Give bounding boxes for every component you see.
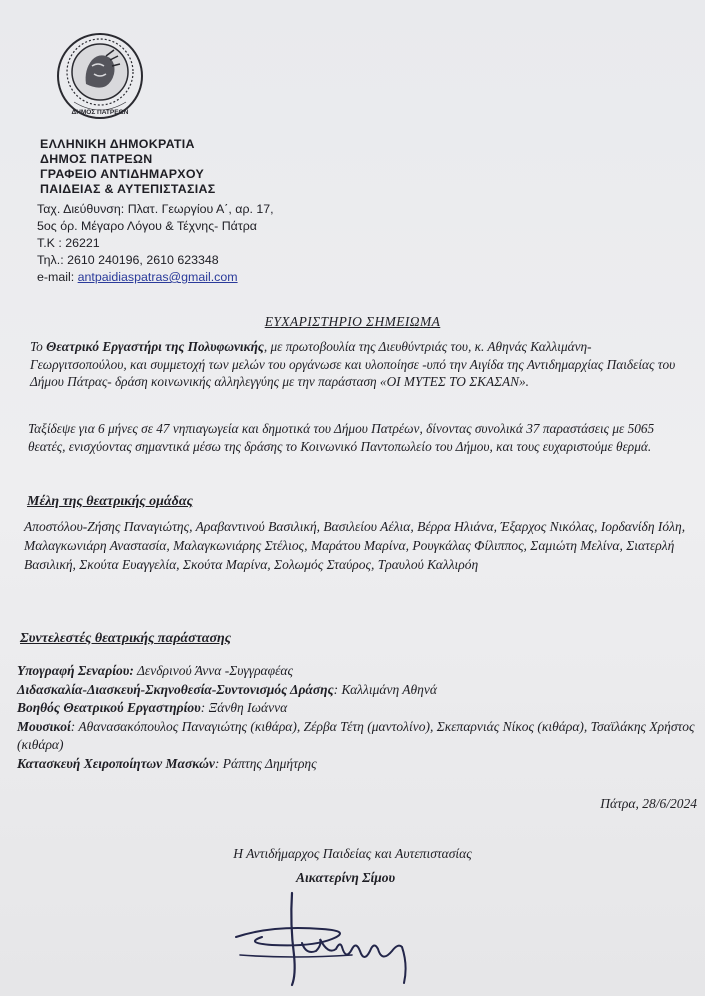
header-line-1: ΕΛΛΗΝΙΚΗ ΔΗΜΟΚΡΑΤΙΑ	[40, 137, 195, 151]
address-line-4: Τηλ.: 2610 240196, 2610 623348	[37, 253, 219, 267]
document-subject: ΕΥΧΑΡΙΣΤΗΡΙΟ ΣΗΜΕΙΩΜΑ	[264, 314, 441, 329]
email-link[interactable]: antpaidiaspatras@gmail.com	[77, 270, 238, 284]
handwritten-signature	[232, 885, 432, 990]
seal-logo	[56, 32, 144, 120]
credit-item	[17, 681, 697, 700]
credit-name: : Καλλιμάνη Αθηνά	[333, 681, 437, 697]
address-block	[37, 201, 274, 286]
address-line-3: Τ.Κ : 26221	[37, 236, 100, 250]
members-list: Αποστόλου-Ζήσης Παναγιώτης, Αραβαντινού Βασιλική, Βασιλείου Αέλια, Βέρρα Ηλιάνα, Έξαρχος Νικόλας, Ιορδανίδη Ιόλη, Μαλαγκωνιάρη Αναστασία, Μαλαγκωνιάρης Στέλιος, Μαράτου Μαρίνα, Ρουγκάλας Φίλιππος, Σαμιώτη Μελίνα, Σιατερλή Βασιλική, Σκούτα Ευαγγελία, Σκούτα Μαρίνα, Σολωμός Σταύρος, Τραυλού Καλλιρόη	[24, 519, 686, 573]
signatory-title: Η Αντιδήμαρχος Παιδείας και Αυτεπιστασίας	[233, 846, 472, 861]
credit-item	[17, 662, 697, 681]
letterhead	[40, 137, 216, 197]
document-date: Πάτρα, 28/6/2024	[600, 796, 697, 811]
email-label: e-mail:	[37, 270, 78, 284]
address-line-2: 5ος όρ. Μέγαρο Λόγου & Τέχνης- Πάτρα	[37, 219, 257, 233]
paragraph-tour: Ταξίδεψε για 6 μήνες σε 47 νηπιαγωγεία και δημοτικά του Δήμου Πατρέων, δίνοντας συνολικά 37 παραστάσεις με 5065 θεατές, ενισχύοντας σημαντικά μέσω της δράσης το Κοινωνικό Παντοπωλείο του Δήμου, και τους ευχαριστούμε θερμά.	[28, 421, 655, 454]
credit-name: : Ξάνθη Ιωάννα	[200, 700, 288, 716]
credit-item	[17, 755, 697, 774]
svg-text:ΔΗΜΟΣ ΠΑΤΡΕΩΝ: ΔΗΜΟΣ ΠΑΤΡΕΩΝ	[71, 109, 129, 116]
header-line-4: ΠΑΙΔΕΙΑΣ & ΑΥΤΕΠΙΣΤΑΣΙΑΣ	[40, 182, 216, 196]
members-heading: Μέλη της θεατρικής ομάδας	[27, 494, 193, 509]
credit-role: Μουσικοί	[17, 718, 71, 734]
credits-list	[17, 662, 697, 774]
signatory-name: Αικατερίνη Σίμου	[296, 870, 396, 885]
address-line-1: Ταχ. Διεύθυνση: Πλατ. Γεωργίου Α΄, αρ. 17,	[37, 202, 274, 216]
credit-role: Διδασκαλία-Διασκευή-Σκηνοθεσία-Συντονισμός Δράσης	[17, 681, 334, 697]
header-line-3: ΓΡΑΦΕΙΟ ΑΝΤΙΔΗΜΑΡΧΟΥ	[40, 167, 205, 181]
credit-role: Κατασκευή Χειροποίητων Μασκών	[17, 755, 215, 771]
credit-item	[17, 718, 697, 755]
credit-name: : Ράπτης Δημήτρης	[214, 755, 317, 771]
credit-name: : Αθανασακόπουλος Παναγιώτης (κιθάρα), Ζέρβα Τέτη (μαντολίνο), Σκεπαρνιάς Νίκος (κιθάρα), Τσαϊλάκης Χρήστος (κιθάρα)	[17, 718, 695, 753]
credit-role: Υπογραφή Σεναρίου:	[17, 663, 134, 678]
credit-role: Βοηθός Θεατρικού Εργαστηρίου	[17, 700, 201, 716]
paragraph-intro	[30, 338, 686, 391]
credit-name: Δενδρινού Άννα -Συγγραφέας	[133, 663, 293, 678]
credit-item	[17, 699, 697, 718]
workshop-name: Θεατρικό Εργαστήρι της Πολυφωνικής	[46, 339, 264, 354]
paragraph-intro-rest: , με πρωτοβουλία της Διευθύντριάς του, κ. Αθηνάς Καλλιμάνη- Γεωργιτσοπούλου, και συμμετοχή των μελών του οργάνωσε και υλοποίησε -υπό την Αιγίδα της Αντιδημαρχίας Παιδείας του Δήμου Πάτρας- δράση κοινωνικής αλληλεγγύης με την παράσταση «ΟΙ ΜΥΤΕΣ ΤΟ ΣΚΑΣΑΝ».	[30, 339, 676, 389]
paragraph-intro-start: Το	[30, 339, 47, 354]
header-line-2: ΔΗΜΟΣ ΠΑΤΡΕΩΝ	[40, 152, 153, 166]
email-line	[37, 269, 274, 286]
credits-heading: Συντελεστές θεατρικής παράστασης	[20, 631, 231, 646]
